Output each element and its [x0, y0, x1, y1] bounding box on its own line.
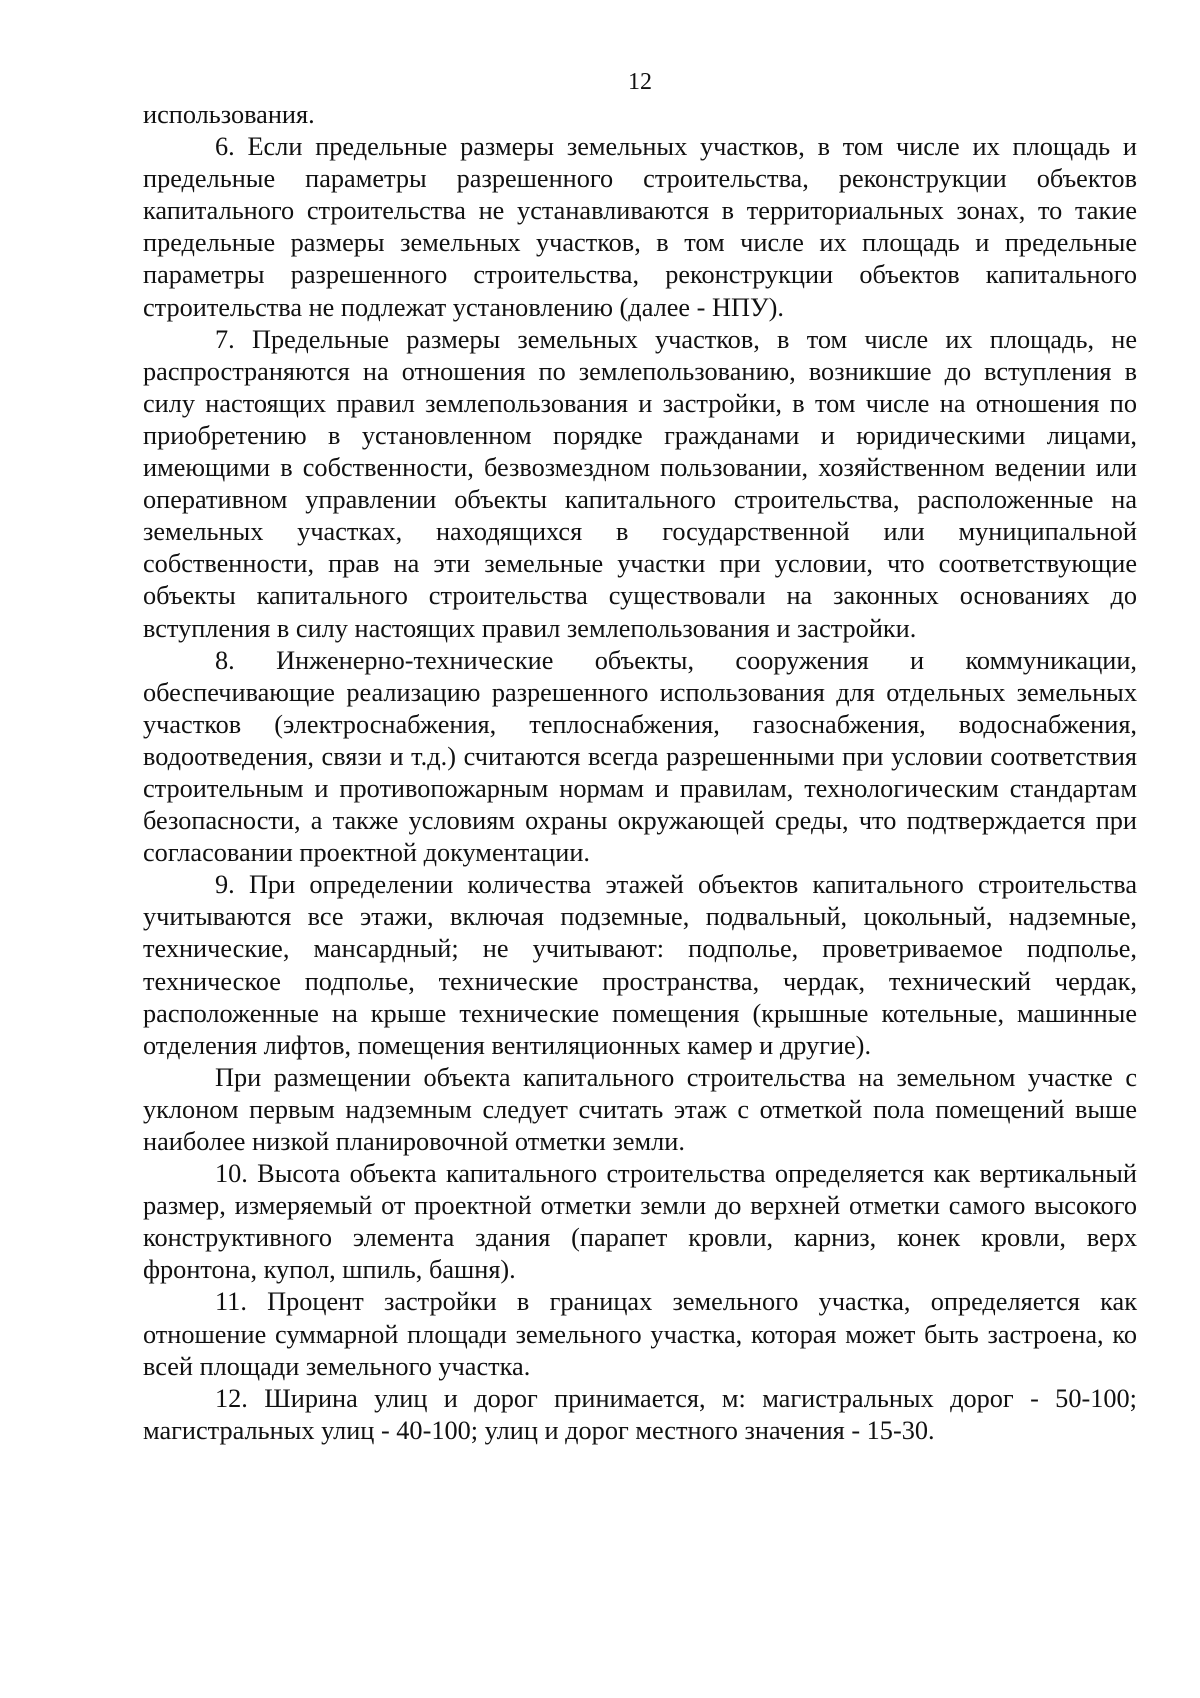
paragraph-item-9-note: При размещении объекта капитального строительства на земельном участке с уклоном первым надземным следует считать этаж с отметкой пола помещений выше наиболее низкой планировочной отметки земли.	[143, 1062, 1137, 1156]
page-number: 12	[628, 69, 652, 95]
paragraph-item-6: 6. Если предельные размеры земельных участков, в том числе их площадь и предельные параметры разрешенного строительства, реконструкции объектов капитального строительства не устанавливаются в территориальных зонах, то такие предельные размеры земельных участков, в том числе их площадь и предельные параметры разрешенного строительства, реконструкции объектов капитального строительства не подлежат установлению (далее - НПУ).	[143, 132, 1137, 322]
paragraph-item-11: 11. Процент застройки в границах земельного участка, определяется как отношение суммарной площади земельного участка, которая может быть застроена, ко всей площади земельного участка.	[143, 1287, 1137, 1381]
paragraph-item-7: 7. Предельные размеры земельных участков, в том числе их площадь, не распространяются на отношения по землепользованию, возникшие до вступления в силу настоящих правил землепользования и застройки, в том числе на отношения по приобретению в установленном порядке гражданами и юридическими лицами, имеющими в собственности, безвозмездном пользовании, хозяйственном ведении или оперативном управлении объекты капитального строительства, расположенные на земельных участках, находящихся в государственной или муниципальной собственности, прав на эти земельные участки при условии, что соответствующие объекты капитального строительства существовали на законных основаниях до вступления в силу настоящих правил землепользования и застройки.	[143, 324, 1137, 643]
document-page	[143, 66, 1137, 1447]
paragraph-continuation: использования.	[143, 100, 315, 129]
paragraph-item-9: 9. При определении количества этажей объектов капитального строительства учитываются все этажи, включая подземные, подвальный, цокольный, надземные, технические, мансардный; не учитывают: подполье, проветриваемое подполье, техническое подполье, технические пространства, чердак, технический чердак, расположенные на крыше технические помещения (крышные котельные, машинные отделения лифтов, помещения вентиляционных камер и другие).	[143, 870, 1137, 1060]
paragraph-item-10: 10. Высота объекта капитального строительства определяется как вертикальный размер, измеряемый от проектной отметки земли до верхней отметки самого высокого конструктивного элемента здания (парапет кровли, карниз, конек кровли, верх фронтона, купол, шпиль, башня).	[143, 1159, 1137, 1285]
paragraph-item-12: 12. Ширина улиц и дорог принимается, м: магистральных дорог - 50-100; магистральных улиц - 40-100; улиц и дорог местного значения - 15-30.	[143, 1383, 1137, 1445]
paragraph-item-8: 8. Инженерно-технические объекты, сооружения и коммуникации, обеспечивающие реализацию разрешенного использования для отдельных земельных участков (электроснабжения, теплоснабжения, газоснабжения, водоснабжения, водоотведения, связи и т.д.) считаются всегда разрешенными при условии соответствия строительным и противопожарным нормам и правилам, технологическим стандартам безопасности, а также условиям охраны окружающей среды, что подтверждается при согласовании проектной документации.	[143, 645, 1137, 868]
